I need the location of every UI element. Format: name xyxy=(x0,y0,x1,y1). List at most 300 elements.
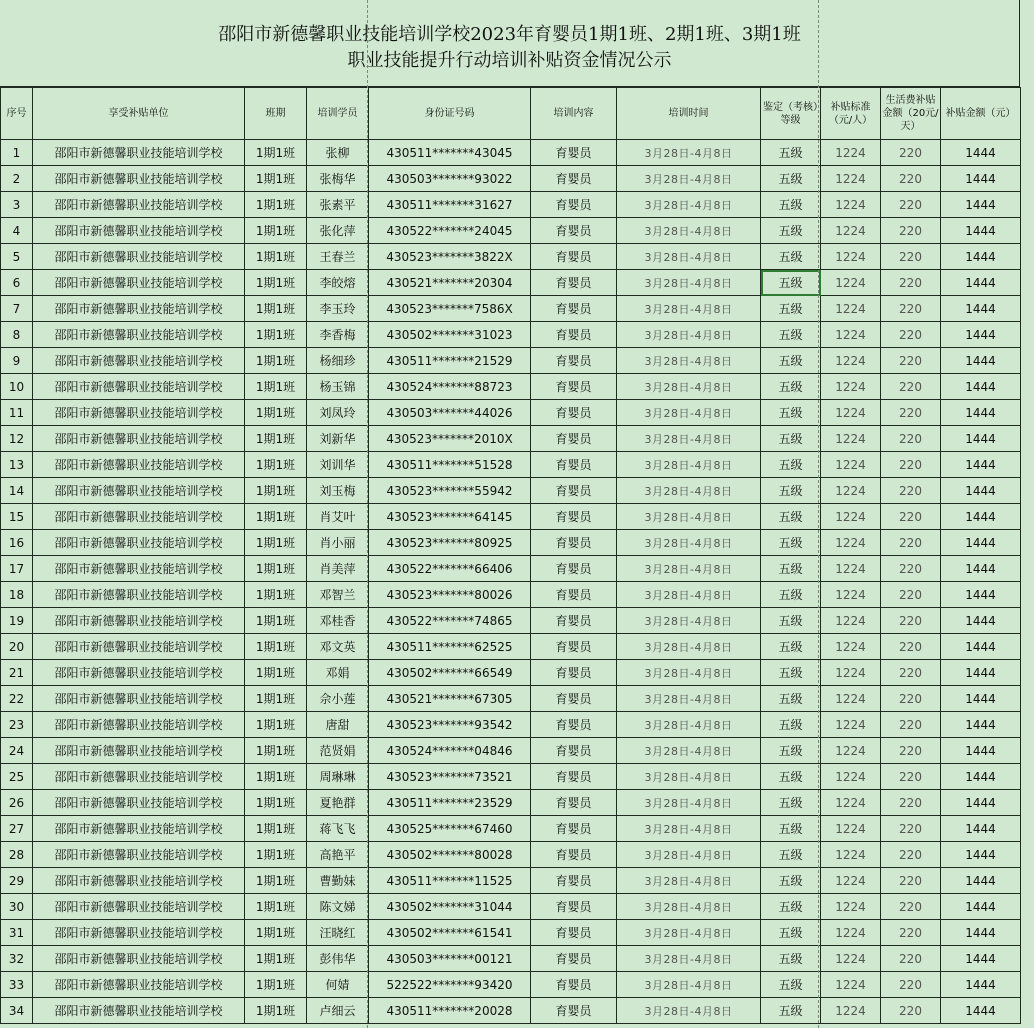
cell-id-number[interactable]: 430503*******44026 xyxy=(369,400,531,426)
cell-class[interactable]: 1期1班 xyxy=(245,400,307,426)
cell-class[interactable]: 1期1班 xyxy=(245,998,307,1024)
cell-time[interactable]: 3月28日-4月8日 xyxy=(617,478,761,504)
header-trainee[interactable]: 培训学员 xyxy=(307,88,369,140)
cell-index[interactable]: 27 xyxy=(1,816,33,842)
cell-unit[interactable]: 邵阳市新德馨职业技能培训学校 xyxy=(33,504,245,530)
cell-standard[interactable]: 1224 xyxy=(821,894,881,920)
cell-unit[interactable]: 邵阳市新德馨职业技能培训学校 xyxy=(33,868,245,894)
cell-trainee[interactable]: 周琳琳 xyxy=(307,764,369,790)
cell-standard[interactable]: 1224 xyxy=(821,218,881,244)
cell-living-allowance[interactable]: 220 xyxy=(881,894,941,920)
cell-amount[interactable]: 1444 xyxy=(941,842,1021,868)
cell-trainee[interactable]: 张素平 xyxy=(307,192,369,218)
cell-trainee[interactable]: 邓智兰 xyxy=(307,582,369,608)
cell-level[interactable]: 五级 xyxy=(761,244,821,270)
cell-unit[interactable]: 邵阳市新德馨职业技能培训学校 xyxy=(33,426,245,452)
cell-trainee[interactable]: 刘玉梅 xyxy=(307,478,369,504)
cell-living-allowance[interactable]: 220 xyxy=(881,764,941,790)
cell-unit[interactable]: 邵阳市新德馨职业技能培训学校 xyxy=(33,998,245,1024)
cell-unit[interactable]: 邵阳市新德馨职业技能培训学校 xyxy=(33,374,245,400)
cell-time[interactable]: 3月28日-4月8日 xyxy=(617,712,761,738)
cell-time[interactable]: 3月28日-4月8日 xyxy=(617,790,761,816)
cell-amount[interactable]: 1444 xyxy=(941,270,1021,296)
header-unit[interactable]: 享受补贴单位 xyxy=(33,88,245,140)
cell-class[interactable]: 1期1班 xyxy=(245,868,307,894)
cell-class[interactable]: 1期1班 xyxy=(245,738,307,764)
cell-amount[interactable]: 1444 xyxy=(941,972,1021,998)
cell-id-number[interactable]: 430511*******21529 xyxy=(369,348,531,374)
cell-trainee[interactable]: 陈文娣 xyxy=(307,894,369,920)
cell-unit[interactable]: 邵阳市新德馨职业技能培训学校 xyxy=(33,894,245,920)
cell-id-number[interactable]: 430523*******73521 xyxy=(369,764,531,790)
cell-trainee[interactable]: 夏艳群 xyxy=(307,790,369,816)
cell-id-number[interactable]: 430523*******80925 xyxy=(369,530,531,556)
cell-trainee[interactable]: 李皎熔 xyxy=(307,270,369,296)
cell-standard[interactable]: 1224 xyxy=(821,504,881,530)
cell-level[interactable]: 五级 xyxy=(761,608,821,634)
cell-amount[interactable]: 1444 xyxy=(941,686,1021,712)
cell-index[interactable]: 6 xyxy=(1,270,33,296)
cell-index[interactable]: 21 xyxy=(1,660,33,686)
cell-class[interactable]: 1期1班 xyxy=(245,946,307,972)
cell-content[interactable]: 育婴员 xyxy=(531,244,617,270)
cell-standard[interactable]: 1224 xyxy=(821,608,881,634)
cell-living-allowance[interactable]: 220 xyxy=(881,426,941,452)
cell-id-number[interactable]: 430502*******66549 xyxy=(369,660,531,686)
cell-amount[interactable]: 1444 xyxy=(941,426,1021,452)
cell-standard[interactable]: 1224 xyxy=(821,296,881,322)
cell-index[interactable]: 15 xyxy=(1,504,33,530)
cell-id-number[interactable]: 430502*******31044 xyxy=(369,894,531,920)
cell-class[interactable]: 1期1班 xyxy=(245,296,307,322)
cell-level[interactable]: 五级 xyxy=(761,634,821,660)
cell-unit[interactable]: 邵阳市新德馨职业技能培训学校 xyxy=(33,348,245,374)
cell-id-number[interactable]: 430522*******24045 xyxy=(369,218,531,244)
cell-amount[interactable]: 1444 xyxy=(941,322,1021,348)
cell-content[interactable]: 育婴员 xyxy=(531,192,617,218)
cell-level[interactable]: 五级 xyxy=(761,920,821,946)
cell-living-allowance[interactable]: 220 xyxy=(881,608,941,634)
cell-trainee[interactable]: 邓娟 xyxy=(307,660,369,686)
cell-time[interactable]: 3月28日-4月8日 xyxy=(617,218,761,244)
cell-standard[interactable]: 1224 xyxy=(821,634,881,660)
cell-unit[interactable]: 邵阳市新德馨职业技能培训学校 xyxy=(33,972,245,998)
cell-class[interactable]: 1期1班 xyxy=(245,582,307,608)
cell-class[interactable]: 1期1班 xyxy=(245,452,307,478)
cell-amount[interactable]: 1444 xyxy=(941,998,1021,1024)
cell-trainee[interactable]: 曹勤妹 xyxy=(307,868,369,894)
cell-time[interactable]: 3月28日-4月8日 xyxy=(617,608,761,634)
cell-amount[interactable]: 1444 xyxy=(941,218,1021,244)
cell-id-number[interactable]: 430511*******31627 xyxy=(369,192,531,218)
cell-unit[interactable]: 邵阳市新德馨职业技能培训学校 xyxy=(33,452,245,478)
cell-amount[interactable]: 1444 xyxy=(941,816,1021,842)
cell-standard[interactable]: 1224 xyxy=(821,166,881,192)
cell-level[interactable]: 五级 xyxy=(761,712,821,738)
header-content[interactable]: 培训内容 xyxy=(531,88,617,140)
cell-amount[interactable]: 1444 xyxy=(941,478,1021,504)
cell-unit[interactable]: 邵阳市新德馨职业技能培训学校 xyxy=(33,712,245,738)
cell-amount[interactable]: 1444 xyxy=(941,790,1021,816)
cell-time[interactable]: 3月28日-4月8日 xyxy=(617,660,761,686)
cell-living-allowance[interactable]: 220 xyxy=(881,660,941,686)
cell-amount[interactable]: 1444 xyxy=(941,764,1021,790)
cell-living-allowance[interactable]: 220 xyxy=(881,868,941,894)
cell-class[interactable]: 1期1班 xyxy=(245,426,307,452)
cell-living-allowance[interactable]: 220 xyxy=(881,140,941,166)
cell-level[interactable]: 五级 xyxy=(761,374,821,400)
cell-trainee[interactable]: 杨细珍 xyxy=(307,348,369,374)
cell-content[interactable]: 育婴员 xyxy=(531,816,617,842)
cell-time[interactable]: 3月28日-4月8日 xyxy=(617,894,761,920)
cell-unit[interactable]: 邵阳市新德馨职业技能培训学校 xyxy=(33,296,245,322)
cell-living-allowance[interactable]: 220 xyxy=(881,244,941,270)
cell-time[interactable]: 3月28日-4月8日 xyxy=(617,166,761,192)
cell-id-number[interactable]: 430511*******20028 xyxy=(369,998,531,1024)
cell-index[interactable]: 8 xyxy=(1,322,33,348)
cell-class[interactable]: 1期1班 xyxy=(245,712,307,738)
cell-content[interactable]: 育婴员 xyxy=(531,270,617,296)
cell-level[interactable]: 五级 xyxy=(761,894,821,920)
cell-content[interactable]: 育婴员 xyxy=(531,712,617,738)
cell-id-number[interactable]: 430524*******04846 xyxy=(369,738,531,764)
cell-trainee[interactable]: 王春兰 xyxy=(307,244,369,270)
cell-standard[interactable]: 1224 xyxy=(821,686,881,712)
cell-unit[interactable]: 邵阳市新德馨职业技能培训学校 xyxy=(33,660,245,686)
cell-content[interactable]: 育婴员 xyxy=(531,972,617,998)
cell-index[interactable]: 14 xyxy=(1,478,33,504)
cell-class[interactable]: 1期1班 xyxy=(245,842,307,868)
cell-unit[interactable]: 邵阳市新德馨职业技能培训学校 xyxy=(33,270,245,296)
cell-id-number[interactable]: 430503*******00121 xyxy=(369,946,531,972)
cell-id-number[interactable]: 430523*******64145 xyxy=(369,504,531,530)
cell-unit[interactable]: 邵阳市新德馨职业技能培训学校 xyxy=(33,816,245,842)
cell-content[interactable]: 育婴员 xyxy=(531,686,617,712)
cell-id-number[interactable]: 430511*******23529 xyxy=(369,790,531,816)
cell-level[interactable]: 五级 xyxy=(761,322,821,348)
cell-time[interactable]: 3月28日-4月8日 xyxy=(617,998,761,1024)
cell-content[interactable]: 育婴员 xyxy=(531,322,617,348)
cell-content[interactable]: 育婴员 xyxy=(531,478,617,504)
cell-id-number[interactable]: 430511*******62525 xyxy=(369,634,531,660)
cell-time[interactable]: 3月28日-4月8日 xyxy=(617,920,761,946)
cell-content[interactable]: 育婴员 xyxy=(531,348,617,374)
cell-standard[interactable]: 1224 xyxy=(821,972,881,998)
cell-living-allowance[interactable]: 220 xyxy=(881,816,941,842)
cell-level[interactable]: 五级 xyxy=(761,296,821,322)
cell-unit[interactable]: 邵阳市新德馨职业技能培训学校 xyxy=(33,478,245,504)
cell-living-allowance[interactable]: 220 xyxy=(881,504,941,530)
cell-class[interactable]: 1期1班 xyxy=(245,244,307,270)
cell-standard[interactable]: 1224 xyxy=(821,270,881,296)
cell-amount[interactable]: 1444 xyxy=(941,400,1021,426)
cell-index[interactable]: 22 xyxy=(1,686,33,712)
cell-class[interactable]: 1期1班 xyxy=(245,556,307,582)
cell-class[interactable]: 1期1班 xyxy=(245,660,307,686)
cell-trainee[interactable]: 张柳 xyxy=(307,140,369,166)
cell-living-allowance[interactable]: 220 xyxy=(881,946,941,972)
cell-level[interactable]: 五级 xyxy=(761,140,821,166)
cell-time[interactable]: 3月28日-4月8日 xyxy=(617,348,761,374)
cell-living-allowance[interactable]: 220 xyxy=(881,166,941,192)
cell-amount[interactable]: 1444 xyxy=(941,920,1021,946)
cell-time[interactable]: 3月28日-4月8日 xyxy=(617,192,761,218)
cell-index[interactable]: 32 xyxy=(1,946,33,972)
cell-trainee[interactable]: 李玉玲 xyxy=(307,296,369,322)
cell-index[interactable]: 3 xyxy=(1,192,33,218)
cell-trainee[interactable]: 高艳平 xyxy=(307,842,369,868)
cell-living-allowance[interactable]: 220 xyxy=(881,686,941,712)
cell-time[interactable]: 3月28日-4月8日 xyxy=(617,400,761,426)
cell-living-allowance[interactable]: 220 xyxy=(881,478,941,504)
cell-standard[interactable]: 1224 xyxy=(821,816,881,842)
cell-level[interactable]: 五级 xyxy=(761,790,821,816)
cell-amount[interactable]: 1444 xyxy=(941,504,1021,530)
cell-standard[interactable]: 1224 xyxy=(821,920,881,946)
cell-amount[interactable]: 1444 xyxy=(941,634,1021,660)
cell-standard[interactable]: 1224 xyxy=(821,790,881,816)
cell-content[interactable]: 育婴员 xyxy=(531,504,617,530)
cell-level[interactable]: 五级 xyxy=(761,270,821,296)
cell-amount[interactable]: 1444 xyxy=(941,894,1021,920)
cell-level[interactable]: 五级 xyxy=(761,556,821,582)
cell-content[interactable]: 育婴员 xyxy=(531,374,617,400)
cell-standard[interactable]: 1224 xyxy=(821,556,881,582)
cell-class[interactable]: 1期1班 xyxy=(245,166,307,192)
cell-time[interactable]: 3月28日-4月8日 xyxy=(617,452,761,478)
cell-living-allowance[interactable]: 220 xyxy=(881,452,941,478)
cell-time[interactable]: 3月28日-4月8日 xyxy=(617,582,761,608)
cell-living-allowance[interactable]: 220 xyxy=(881,712,941,738)
cell-standard[interactable]: 1224 xyxy=(821,764,881,790)
cell-index[interactable]: 18 xyxy=(1,582,33,608)
cell-content[interactable]: 育婴员 xyxy=(531,400,617,426)
cell-time[interactable]: 3月28日-4月8日 xyxy=(617,738,761,764)
cell-index[interactable]: 7 xyxy=(1,296,33,322)
cell-unit[interactable]: 邵阳市新德馨职业技能培训学校 xyxy=(33,608,245,634)
cell-index[interactable]: 2 xyxy=(1,166,33,192)
cell-level[interactable]: 五级 xyxy=(761,530,821,556)
cell-class[interactable]: 1期1班 xyxy=(245,816,307,842)
cell-index[interactable]: 33 xyxy=(1,972,33,998)
cell-id-number[interactable]: 430511*******11525 xyxy=(369,868,531,894)
cell-id-number[interactable]: 430502*******80028 xyxy=(369,842,531,868)
cell-class[interactable]: 1期1班 xyxy=(245,608,307,634)
cell-time[interactable]: 3月28日-4月8日 xyxy=(617,322,761,348)
cell-index[interactable]: 29 xyxy=(1,868,33,894)
cell-trainee[interactable]: 邓文英 xyxy=(307,634,369,660)
cell-trainee[interactable]: 邓桂香 xyxy=(307,608,369,634)
cell-index[interactable]: 5 xyxy=(1,244,33,270)
cell-amount[interactable]: 1444 xyxy=(941,530,1021,556)
cell-living-allowance[interactable]: 220 xyxy=(881,972,941,998)
cell-level[interactable]: 五级 xyxy=(761,660,821,686)
cell-amount[interactable]: 1444 xyxy=(941,556,1021,582)
cell-amount[interactable]: 1444 xyxy=(941,296,1021,322)
cell-amount[interactable]: 1444 xyxy=(941,374,1021,400)
cell-level[interactable]: 五级 xyxy=(761,478,821,504)
cell-content[interactable]: 育婴员 xyxy=(531,660,617,686)
cell-amount[interactable]: 1444 xyxy=(941,452,1021,478)
cell-content[interactable]: 育婴员 xyxy=(531,218,617,244)
cell-standard[interactable]: 1224 xyxy=(821,868,881,894)
cell-id-number[interactable]: 522522*******93420 xyxy=(369,972,531,998)
cell-class[interactable]: 1期1班 xyxy=(245,218,307,244)
cell-unit[interactable]: 邵阳市新德馨职业技能培训学校 xyxy=(33,634,245,660)
cell-index[interactable]: 13 xyxy=(1,452,33,478)
cell-time[interactable]: 3月28日-4月8日 xyxy=(617,374,761,400)
sheet-title[interactable] xyxy=(0,0,1020,87)
cell-index[interactable]: 17 xyxy=(1,556,33,582)
cell-id-number[interactable]: 430524*******88723 xyxy=(369,374,531,400)
cell-time[interactable]: 3月28日-4月8日 xyxy=(617,426,761,452)
cell-amount[interactable]: 1444 xyxy=(941,868,1021,894)
cell-content[interactable]: 育婴员 xyxy=(531,426,617,452)
cell-amount[interactable]: 1444 xyxy=(941,608,1021,634)
cell-level[interactable]: 五级 xyxy=(761,348,821,374)
cell-id-number[interactable]: 430521*******67305 xyxy=(369,686,531,712)
cell-living-allowance[interactable]: 220 xyxy=(881,530,941,556)
cell-level[interactable]: 五级 xyxy=(761,426,821,452)
cell-index[interactable]: 25 xyxy=(1,764,33,790)
cell-unit[interactable]: 邵阳市新德馨职业技能培训学校 xyxy=(33,556,245,582)
cell-time[interactable]: 3月28日-4月8日 xyxy=(617,140,761,166)
cell-trainee[interactable]: 蒋飞飞 xyxy=(307,816,369,842)
cell-standard[interactable]: 1224 xyxy=(821,452,881,478)
cell-index[interactable]: 12 xyxy=(1,426,33,452)
cell-trainee[interactable]: 何婧 xyxy=(307,972,369,998)
cell-unit[interactable]: 邵阳市新德馨职业技能培训学校 xyxy=(33,686,245,712)
cell-standard[interactable]: 1224 xyxy=(821,998,881,1024)
cell-trainee[interactable]: 彭伟华 xyxy=(307,946,369,972)
cell-index[interactable]: 9 xyxy=(1,348,33,374)
cell-id-number[interactable]: 430523*******80026 xyxy=(369,582,531,608)
cell-standard[interactable]: 1224 xyxy=(821,842,881,868)
cell-standard[interactable]: 1224 xyxy=(821,140,881,166)
cell-level[interactable]: 五级 xyxy=(761,452,821,478)
cell-amount[interactable]: 1444 xyxy=(941,946,1021,972)
cell-time[interactable]: 3月28日-4月8日 xyxy=(617,530,761,556)
cell-living-allowance[interactable]: 220 xyxy=(881,556,941,582)
cell-amount[interactable]: 1444 xyxy=(941,192,1021,218)
header-level[interactable]: 鉴定（考核）等级 xyxy=(761,88,821,140)
cell-standard[interactable]: 1224 xyxy=(821,660,881,686)
cell-unit[interactable]: 邵阳市新德馨职业技能培训学校 xyxy=(33,738,245,764)
cell-index[interactable]: 4 xyxy=(1,218,33,244)
cell-index[interactable]: 24 xyxy=(1,738,33,764)
cell-content[interactable]: 育婴员 xyxy=(531,790,617,816)
cell-trainee[interactable]: 肖艾叶 xyxy=(307,504,369,530)
cell-level[interactable]: 五级 xyxy=(761,946,821,972)
cell-level[interactable]: 五级 xyxy=(761,166,821,192)
cell-living-allowance[interactable]: 220 xyxy=(881,322,941,348)
cell-living-allowance[interactable]: 220 xyxy=(881,400,941,426)
cell-id-number[interactable]: 430511*******43045 xyxy=(369,140,531,166)
cell-amount[interactable]: 1444 xyxy=(941,582,1021,608)
cell-time[interactable]: 3月28日-4月8日 xyxy=(617,504,761,530)
cell-time[interactable]: 3月28日-4月8日 xyxy=(617,946,761,972)
cell-id-number[interactable]: 430522*******74865 xyxy=(369,608,531,634)
cell-content[interactable]: 育婴员 xyxy=(531,296,617,322)
cell-content[interactable]: 育婴员 xyxy=(531,998,617,1024)
cell-index[interactable]: 26 xyxy=(1,790,33,816)
header-index[interactable]: 序号 xyxy=(1,88,33,140)
cell-unit[interactable]: 邵阳市新德馨职业技能培训学校 xyxy=(33,842,245,868)
cell-class[interactable]: 1期1班 xyxy=(245,764,307,790)
cell-unit[interactable]: 邵阳市新德馨职业技能培训学校 xyxy=(33,920,245,946)
cell-living-allowance[interactable]: 220 xyxy=(881,270,941,296)
cell-amount[interactable]: 1444 xyxy=(941,166,1021,192)
cell-level[interactable]: 五级 xyxy=(761,504,821,530)
cell-content[interactable]: 育婴员 xyxy=(531,634,617,660)
cell-id-number[interactable]: 430523*******55942 xyxy=(369,478,531,504)
cell-living-allowance[interactable]: 220 xyxy=(881,920,941,946)
cell-class[interactable]: 1期1班 xyxy=(245,972,307,998)
cell-class[interactable]: 1期1班 xyxy=(245,920,307,946)
cell-unit[interactable]: 邵阳市新德馨职业技能培训学校 xyxy=(33,192,245,218)
cell-living-allowance[interactable]: 220 xyxy=(881,582,941,608)
cell-level[interactable]: 五级 xyxy=(761,842,821,868)
cell-index[interactable]: 34 xyxy=(1,998,33,1024)
cell-standard[interactable]: 1224 xyxy=(821,582,881,608)
cell-standard[interactable]: 1224 xyxy=(821,738,881,764)
cell-standard[interactable]: 1224 xyxy=(821,400,881,426)
cell-living-allowance[interactable]: 220 xyxy=(881,738,941,764)
cell-trainee[interactable]: 范贤娟 xyxy=(307,738,369,764)
cell-trainee[interactable]: 汪晓红 xyxy=(307,920,369,946)
cell-class[interactable]: 1期1班 xyxy=(245,322,307,348)
cell-unit[interactable]: 邵阳市新德馨职业技能培训学校 xyxy=(33,244,245,270)
cell-time[interactable]: 3月28日-4月8日 xyxy=(617,270,761,296)
cell-content[interactable]: 育婴员 xyxy=(531,608,617,634)
cell-id-number[interactable]: 430523*******7586X xyxy=(369,296,531,322)
cell-standard[interactable]: 1224 xyxy=(821,348,881,374)
cell-level[interactable]: 五级 xyxy=(761,400,821,426)
cell-content[interactable]: 育婴员 xyxy=(531,166,617,192)
cell-living-allowance[interactable]: 220 xyxy=(881,348,941,374)
cell-content[interactable]: 育婴员 xyxy=(531,140,617,166)
cell-index[interactable]: 30 xyxy=(1,894,33,920)
cell-time[interactable]: 3月28日-4月8日 xyxy=(617,244,761,270)
cell-index[interactable]: 11 xyxy=(1,400,33,426)
cell-id-number[interactable]: 430503*******93022 xyxy=(369,166,531,192)
cell-trainee[interactable]: 刘训华 xyxy=(307,452,369,478)
cell-trainee[interactable]: 杨玉锦 xyxy=(307,374,369,400)
cell-living-allowance[interactable]: 220 xyxy=(881,998,941,1024)
cell-living-allowance[interactable]: 220 xyxy=(881,842,941,868)
cell-time[interactable]: 3月28日-4月8日 xyxy=(617,686,761,712)
cell-amount[interactable]: 1444 xyxy=(941,244,1021,270)
cell-unit[interactable]: 邵阳市新德馨职业技能培训学校 xyxy=(33,322,245,348)
cell-content[interactable]: 育婴员 xyxy=(531,920,617,946)
cell-class[interactable]: 1期1班 xyxy=(245,530,307,556)
cell-id-number[interactable]: 430511*******51528 xyxy=(369,452,531,478)
cell-trainee[interactable]: 佘小莲 xyxy=(307,686,369,712)
cell-trainee[interactable]: 唐甜 xyxy=(307,712,369,738)
cell-content[interactable]: 育婴员 xyxy=(531,868,617,894)
cell-standard[interactable]: 1224 xyxy=(821,478,881,504)
cell-trainee[interactable]: 刘凤玲 xyxy=(307,400,369,426)
cell-class[interactable]: 1期1班 xyxy=(245,894,307,920)
cell-standard[interactable]: 1224 xyxy=(821,244,881,270)
cell-level[interactable]: 五级 xyxy=(761,738,821,764)
cell-id-number[interactable]: 430502*******31023 xyxy=(369,322,531,348)
cell-unit[interactable]: 邵阳市新德馨职业技能培训学校 xyxy=(33,582,245,608)
cell-trainee[interactable]: 李香梅 xyxy=(307,322,369,348)
cell-time[interactable]: 3月28日-4月8日 xyxy=(617,816,761,842)
cell-standard[interactable]: 1224 xyxy=(821,322,881,348)
cell-living-allowance[interactable]: 220 xyxy=(881,296,941,322)
